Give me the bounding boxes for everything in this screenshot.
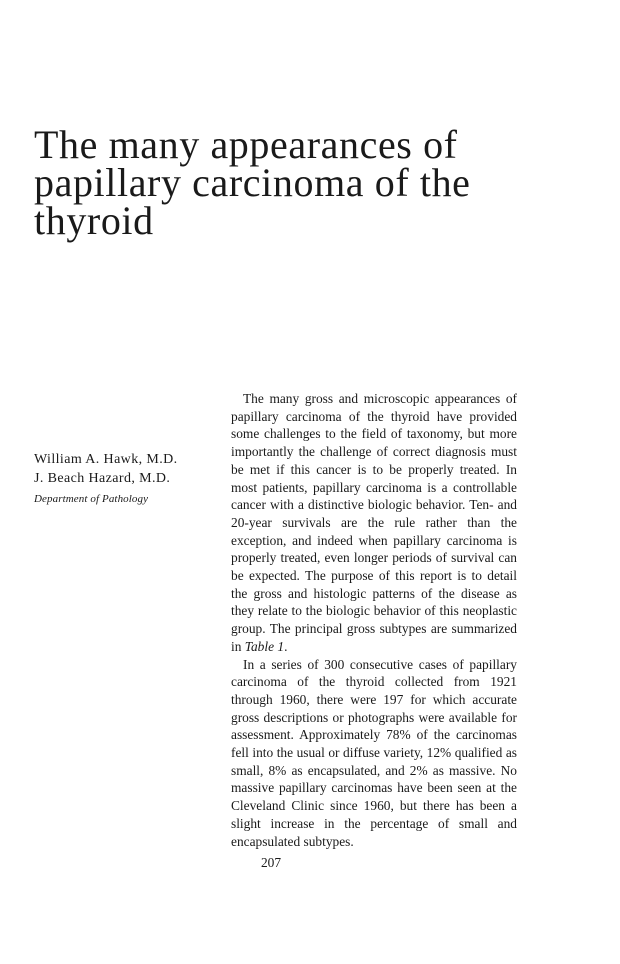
page-number: 207 xyxy=(260,855,282,870)
article-title xyxy=(34,122,474,243)
article-body xyxy=(231,390,517,850)
author-name: William A. Hawk, M.D. xyxy=(34,452,178,467)
author-block xyxy=(34,450,214,505)
paragraph-text: . xyxy=(284,638,288,654)
author-name: J. Beach Hazard, M.D. xyxy=(34,471,171,486)
title-line: thyroid xyxy=(34,198,154,243)
department-affiliation: Department of Pathology xyxy=(34,493,149,505)
title-line: The many appearances of xyxy=(34,122,458,167)
paragraph-text: The many gross and microscopic appearances of papillary carcinoma of the thyroid have provided some challenges to the field of taxonomy, but more importantly the challenge of correct diagnosis must be met if this cancer is to be properly treated. In most patients, papillary carcinoma is a controllable cancer with a distinctive biologic behavior. Ten- and 20-year survivals are the rule rather than the exception, and indeed when papillary carcinoma is properly treated, even longer periods of survival can be expected. The purpose of this report is to detail the gross and histologic patterns of the disease as they relate to the biologic behavior of this neoplastic group. The principal gross subtypes are summarized in xyxy=(231,391,517,654)
body-paragraph xyxy=(231,390,517,656)
body-paragraph: In a series of 300 consecutive cases of papillary carcinoma of the thyroid collected from 1921 through 1960, there were 197 for which accurate gross descriptions or photographs were available for assessment. Approximately 78% of the carcinomas fell into the usual or diffuse variety, 12% qualified as small, 8% as encapsulated, and 2% as massive. No massive papillary carcinomas have been seen at the Cleveland Clinic since 1960, but there has been a slight increase in the percentage of small and encapsulated subtypes. xyxy=(231,656,517,849)
title-line: papillary carcinoma of the xyxy=(34,160,471,205)
table-reference: Table 1 xyxy=(244,638,285,654)
